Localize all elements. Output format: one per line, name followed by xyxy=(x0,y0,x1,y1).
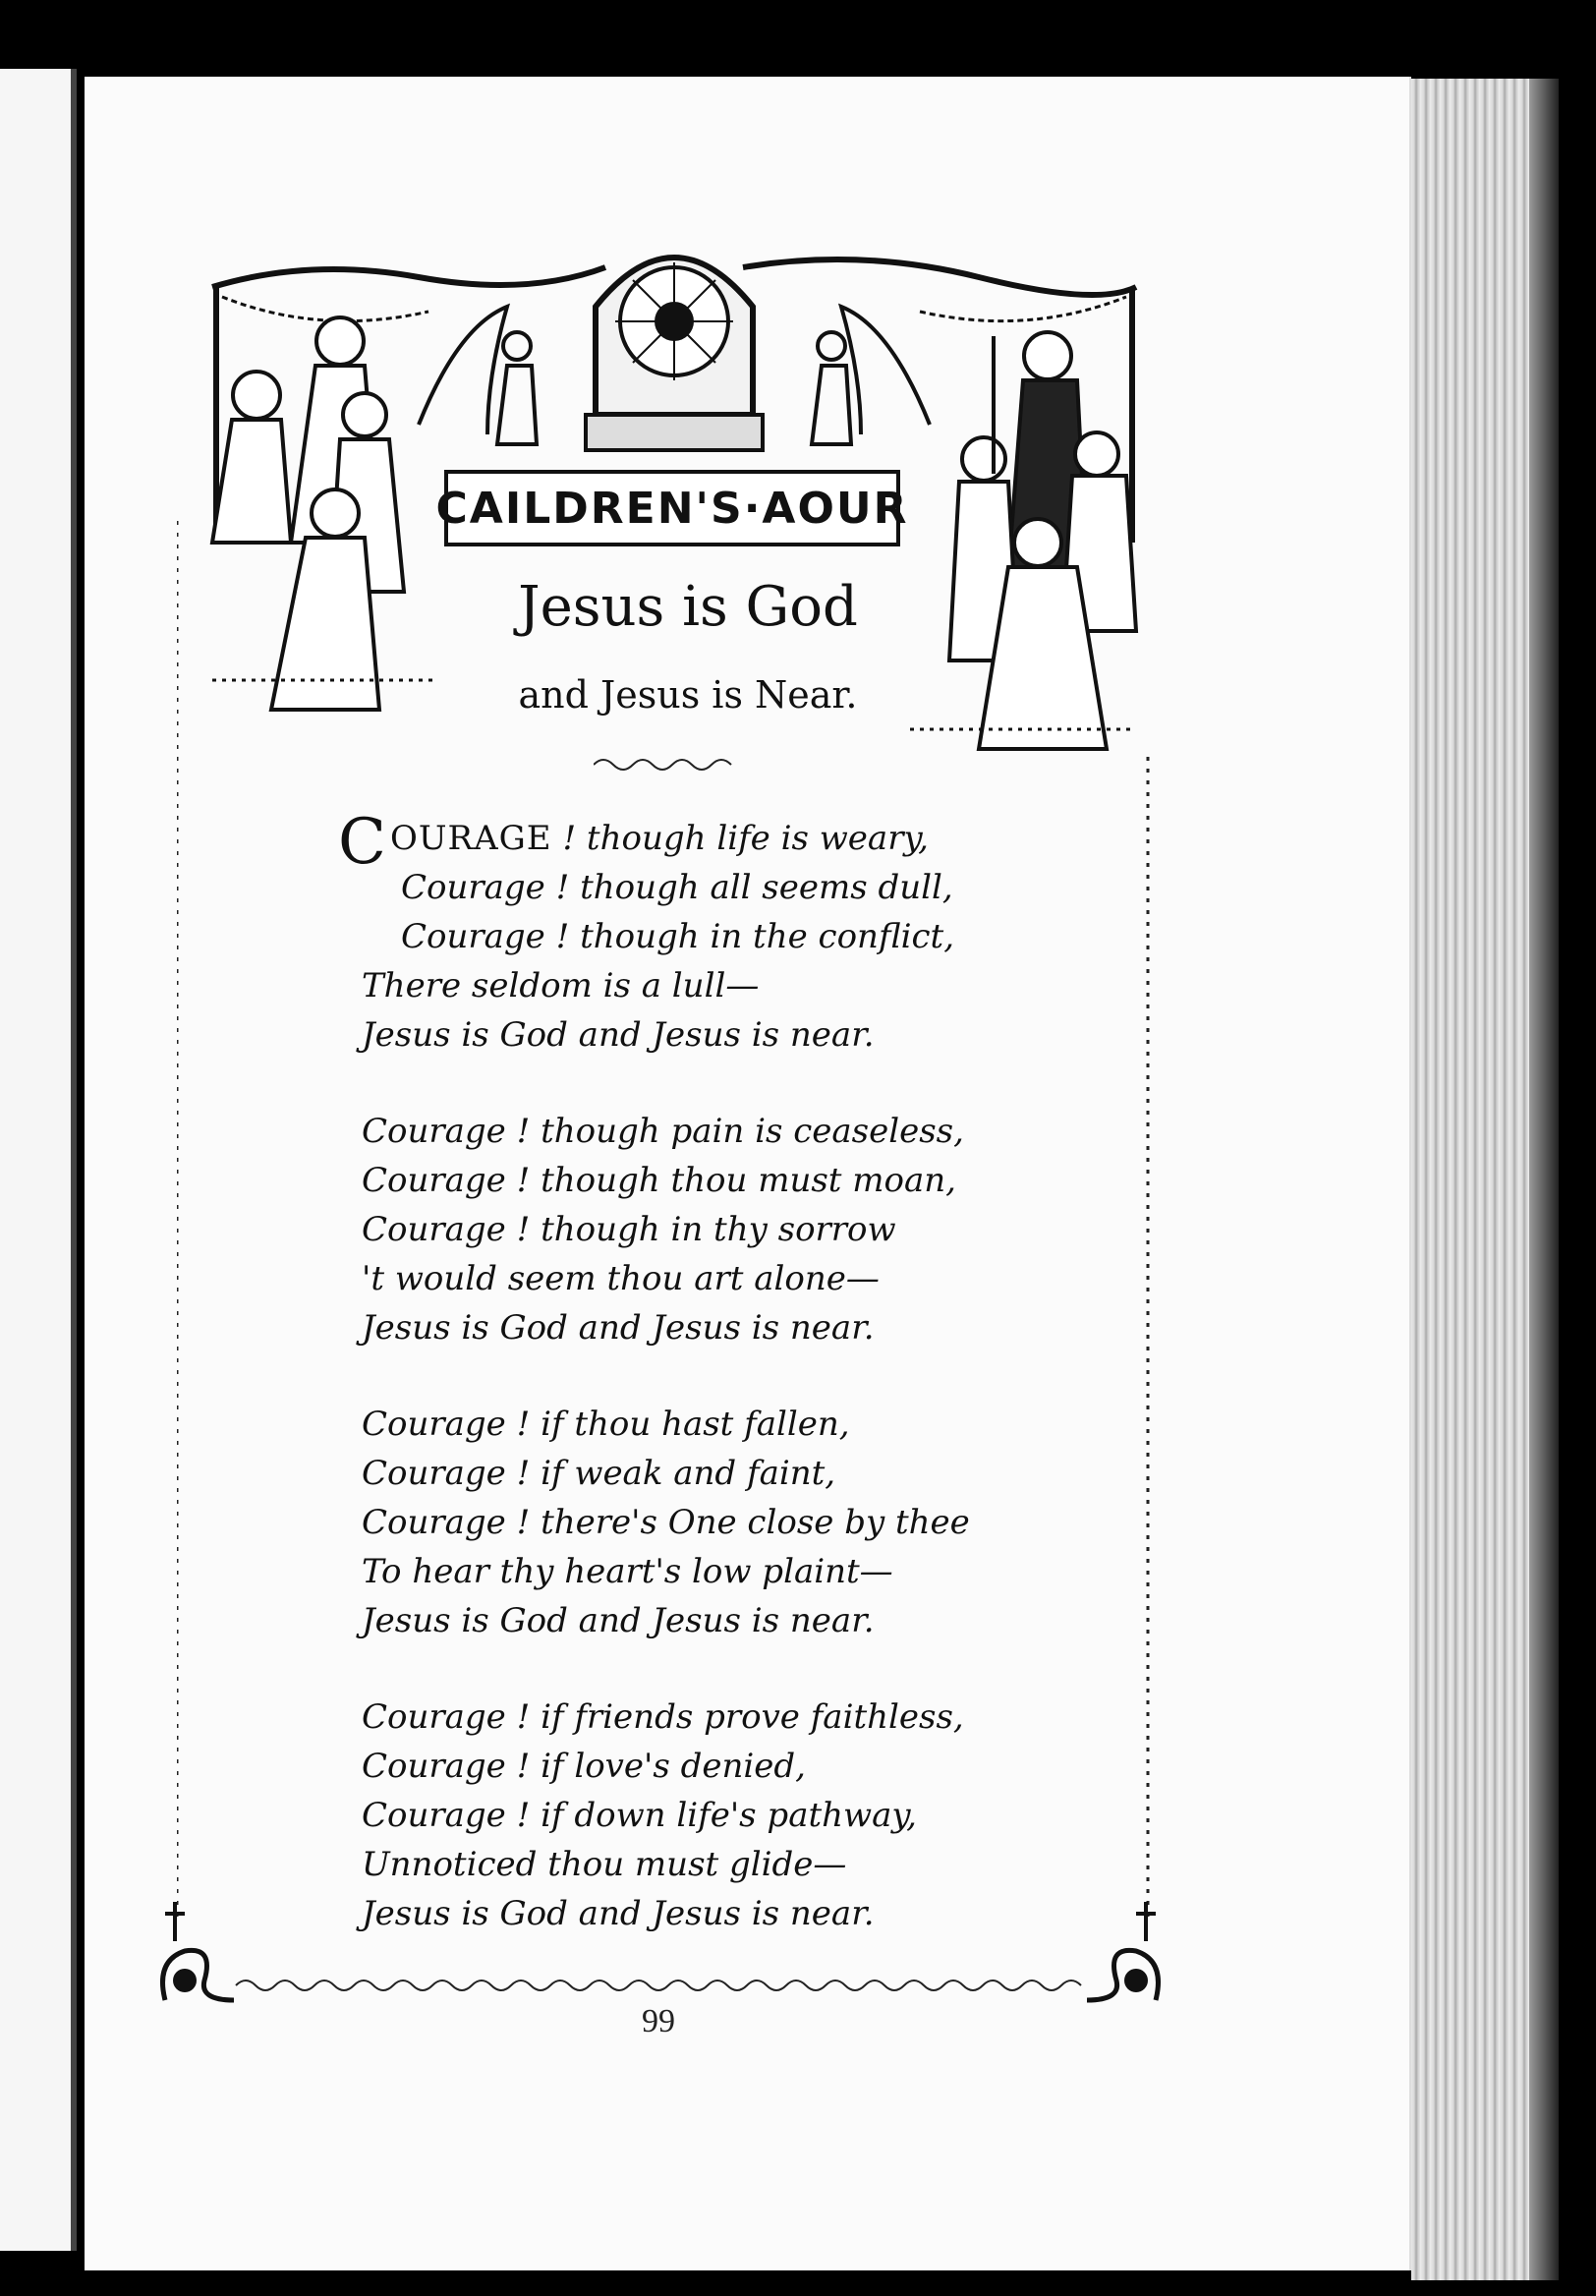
stanza-4-line-2: Courage ! if love's denied, xyxy=(362,1747,806,1786)
poem-title: Jesus is God xyxy=(518,575,858,639)
page-number: 99 xyxy=(642,2003,675,2039)
stanza-3-line-2: Courage ! if weak and faint, xyxy=(362,1454,836,1493)
stanza-2-line-1: Courage ! though pain is ceaseless, xyxy=(362,1112,964,1151)
stanza-1-line-4: There seldom is a lull— xyxy=(362,966,760,1005)
stanza-1 xyxy=(338,806,1069,1060)
stanza-4-refrain: Jesus is God and Jesus is near. xyxy=(362,1894,875,1933)
stanza-1-line-3: Courage ! though in the conflict, xyxy=(401,917,955,956)
stanza-4-line-4: Unnoticed thou must glide— xyxy=(362,1845,847,1884)
stanza-4 xyxy=(362,1693,1069,1938)
stanza-3-refrain: Jesus is God and Jesus is near. xyxy=(362,1601,875,1640)
left-page-edge xyxy=(0,69,77,2251)
poem-subtitle: and Jesus is Near. xyxy=(518,673,858,717)
stanza-4-line-1: Courage ! if friends prove faithless, xyxy=(362,1697,964,1737)
stanza-3-line-3: Courage ! there's One close by thee xyxy=(362,1503,970,1542)
stanza-3-line-4: To hear thy heart's low plaint— xyxy=(362,1552,893,1591)
stanza-1-refrain: Jesus is God and Jesus is near. xyxy=(362,1015,875,1055)
stanza-3-line-1: Courage ! if thou hast fallen, xyxy=(362,1405,850,1444)
stanza-4-line-3: Courage ! if down life's pathway, xyxy=(362,1796,917,1835)
corner-ornament-right xyxy=(1067,1902,1166,2010)
corner-ornament-left xyxy=(155,1902,254,2010)
stanza-1-line-1: COURAGE ! though life is weary, xyxy=(338,806,929,879)
childrens-hour-banner: CAILDREN'S·AOUR xyxy=(444,470,900,546)
stanza-2-refrain: Jesus is God and Jesus is near. xyxy=(362,1308,875,1348)
stanza-2 xyxy=(362,1107,1069,1352)
stanza-3 xyxy=(362,1400,1069,1645)
drop-cap: C xyxy=(338,806,386,879)
stanza-2-line-3: Courage ! though in thy sorrow xyxy=(362,1210,896,1249)
page-edges xyxy=(1411,79,1559,2280)
poem-body xyxy=(338,806,1069,1985)
stanza-2-line-2: Courage ! though thou must moan, xyxy=(362,1161,956,1200)
stanza-1-line-2: Courage ! though all seems dull, xyxy=(401,868,953,907)
stanza-2-line-4: 't would seem thou art alone— xyxy=(362,1259,880,1298)
